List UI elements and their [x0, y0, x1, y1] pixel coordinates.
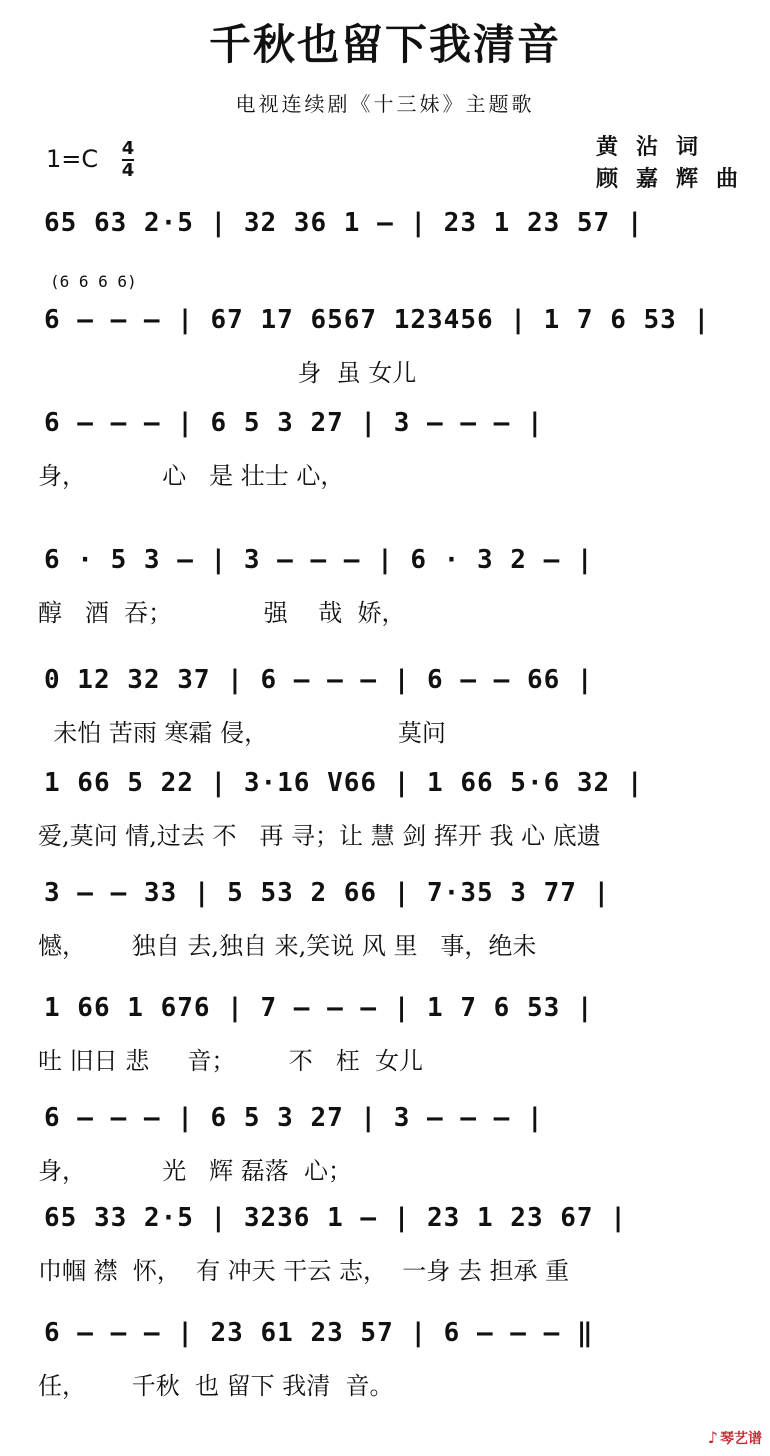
time-bottom: 4 — [121, 160, 135, 181]
key-label: 1=C — [46, 145, 99, 173]
lyric-line: 任， 千秋 也 留下 我清 音。 — [38, 1372, 394, 1400]
note-line: 65 63 2·5 | 32 36 1 — | 23 1 23 57 | — [44, 208, 644, 238]
time-top: 4 — [121, 138, 135, 159]
note-line: 3 — — 33 | 5 53 2 66 | 7·35 3 77 | — [44, 878, 611, 908]
song-title: 千秋也留下我清音 — [208, 20, 561, 69]
note-line: 65 33 2·5 | 3236 1 — | 23 1 23 67 | — [44, 1203, 627, 1233]
note-line: 1 66 5 22 | 3·16 V66 | 1 66 5·6 32 | — [44, 768, 644, 798]
logo-icon: ♪ — [707, 1428, 718, 1447]
note-line: 6 — — — | 67 17 6567 123456 | 1 7 6 53 | — [44, 305, 711, 335]
lyricist-credit: 黄沾词 — [596, 134, 717, 160]
time-signature — [122, 140, 135, 180]
intro-hint: (6 6 6 6) — [50, 272, 137, 291]
lyric-line: 憾， 独自 去,独自 来,笑说 风 里 事，绝未 — [38, 932, 537, 960]
lyric-line: 未怕 苦雨 寒霜 侵， 莫问 — [38, 719, 446, 747]
note-line: 6 — — — | 6 5 3 27 | 3 — — — | — [44, 408, 544, 438]
note-line: 6 — — — | 23 61 23 57 | 6 — — — ‖ — [44, 1318, 594, 1348]
key-signature — [46, 140, 134, 180]
song-subtitle: 电视连续剧《十三妹》主题歌 — [235, 92, 535, 116]
composer-credit: 顾嘉辉曲 — [596, 166, 757, 192]
logo-text: 琴艺谱 — [720, 1431, 762, 1447]
lyric-line: 身， 光 辉 磊落 心； — [38, 1157, 353, 1185]
lyric-line: 吐 旧日 悲 音； 不 枉 女儿 — [38, 1047, 423, 1075]
note-line: 1 66 1 676 | 7 — — — | 1 7 6 53 | — [44, 993, 594, 1023]
lyric-line: 巾帼 襟 怀， 有 冲天 干云 志， 一身 去 担承 重 — [38, 1257, 570, 1285]
lyric-line: 身 虽 女儿 — [38, 359, 417, 387]
note-line: 6 — — — | 6 5 3 27 | 3 — — — | — [44, 1103, 544, 1133]
lyric-line: 醇 酒 吞； 强 哉 娇， — [38, 599, 406, 627]
site-logo — [708, 1428, 762, 1448]
lyric-line: 爱,莫问 情,过去 不 再 寻；让 慧 剑 挥开 我 心 底遗 — [38, 822, 601, 850]
note-line: 0 12 32 37 | 6 — — — | 6 — — 66 | — [44, 665, 594, 695]
lyric-line: 身， 心 是 壮士 心， — [38, 462, 345, 490]
note-line: 6 · 5 3 — | 3 — — — | 6 · 3 2 — | — [44, 545, 594, 575]
